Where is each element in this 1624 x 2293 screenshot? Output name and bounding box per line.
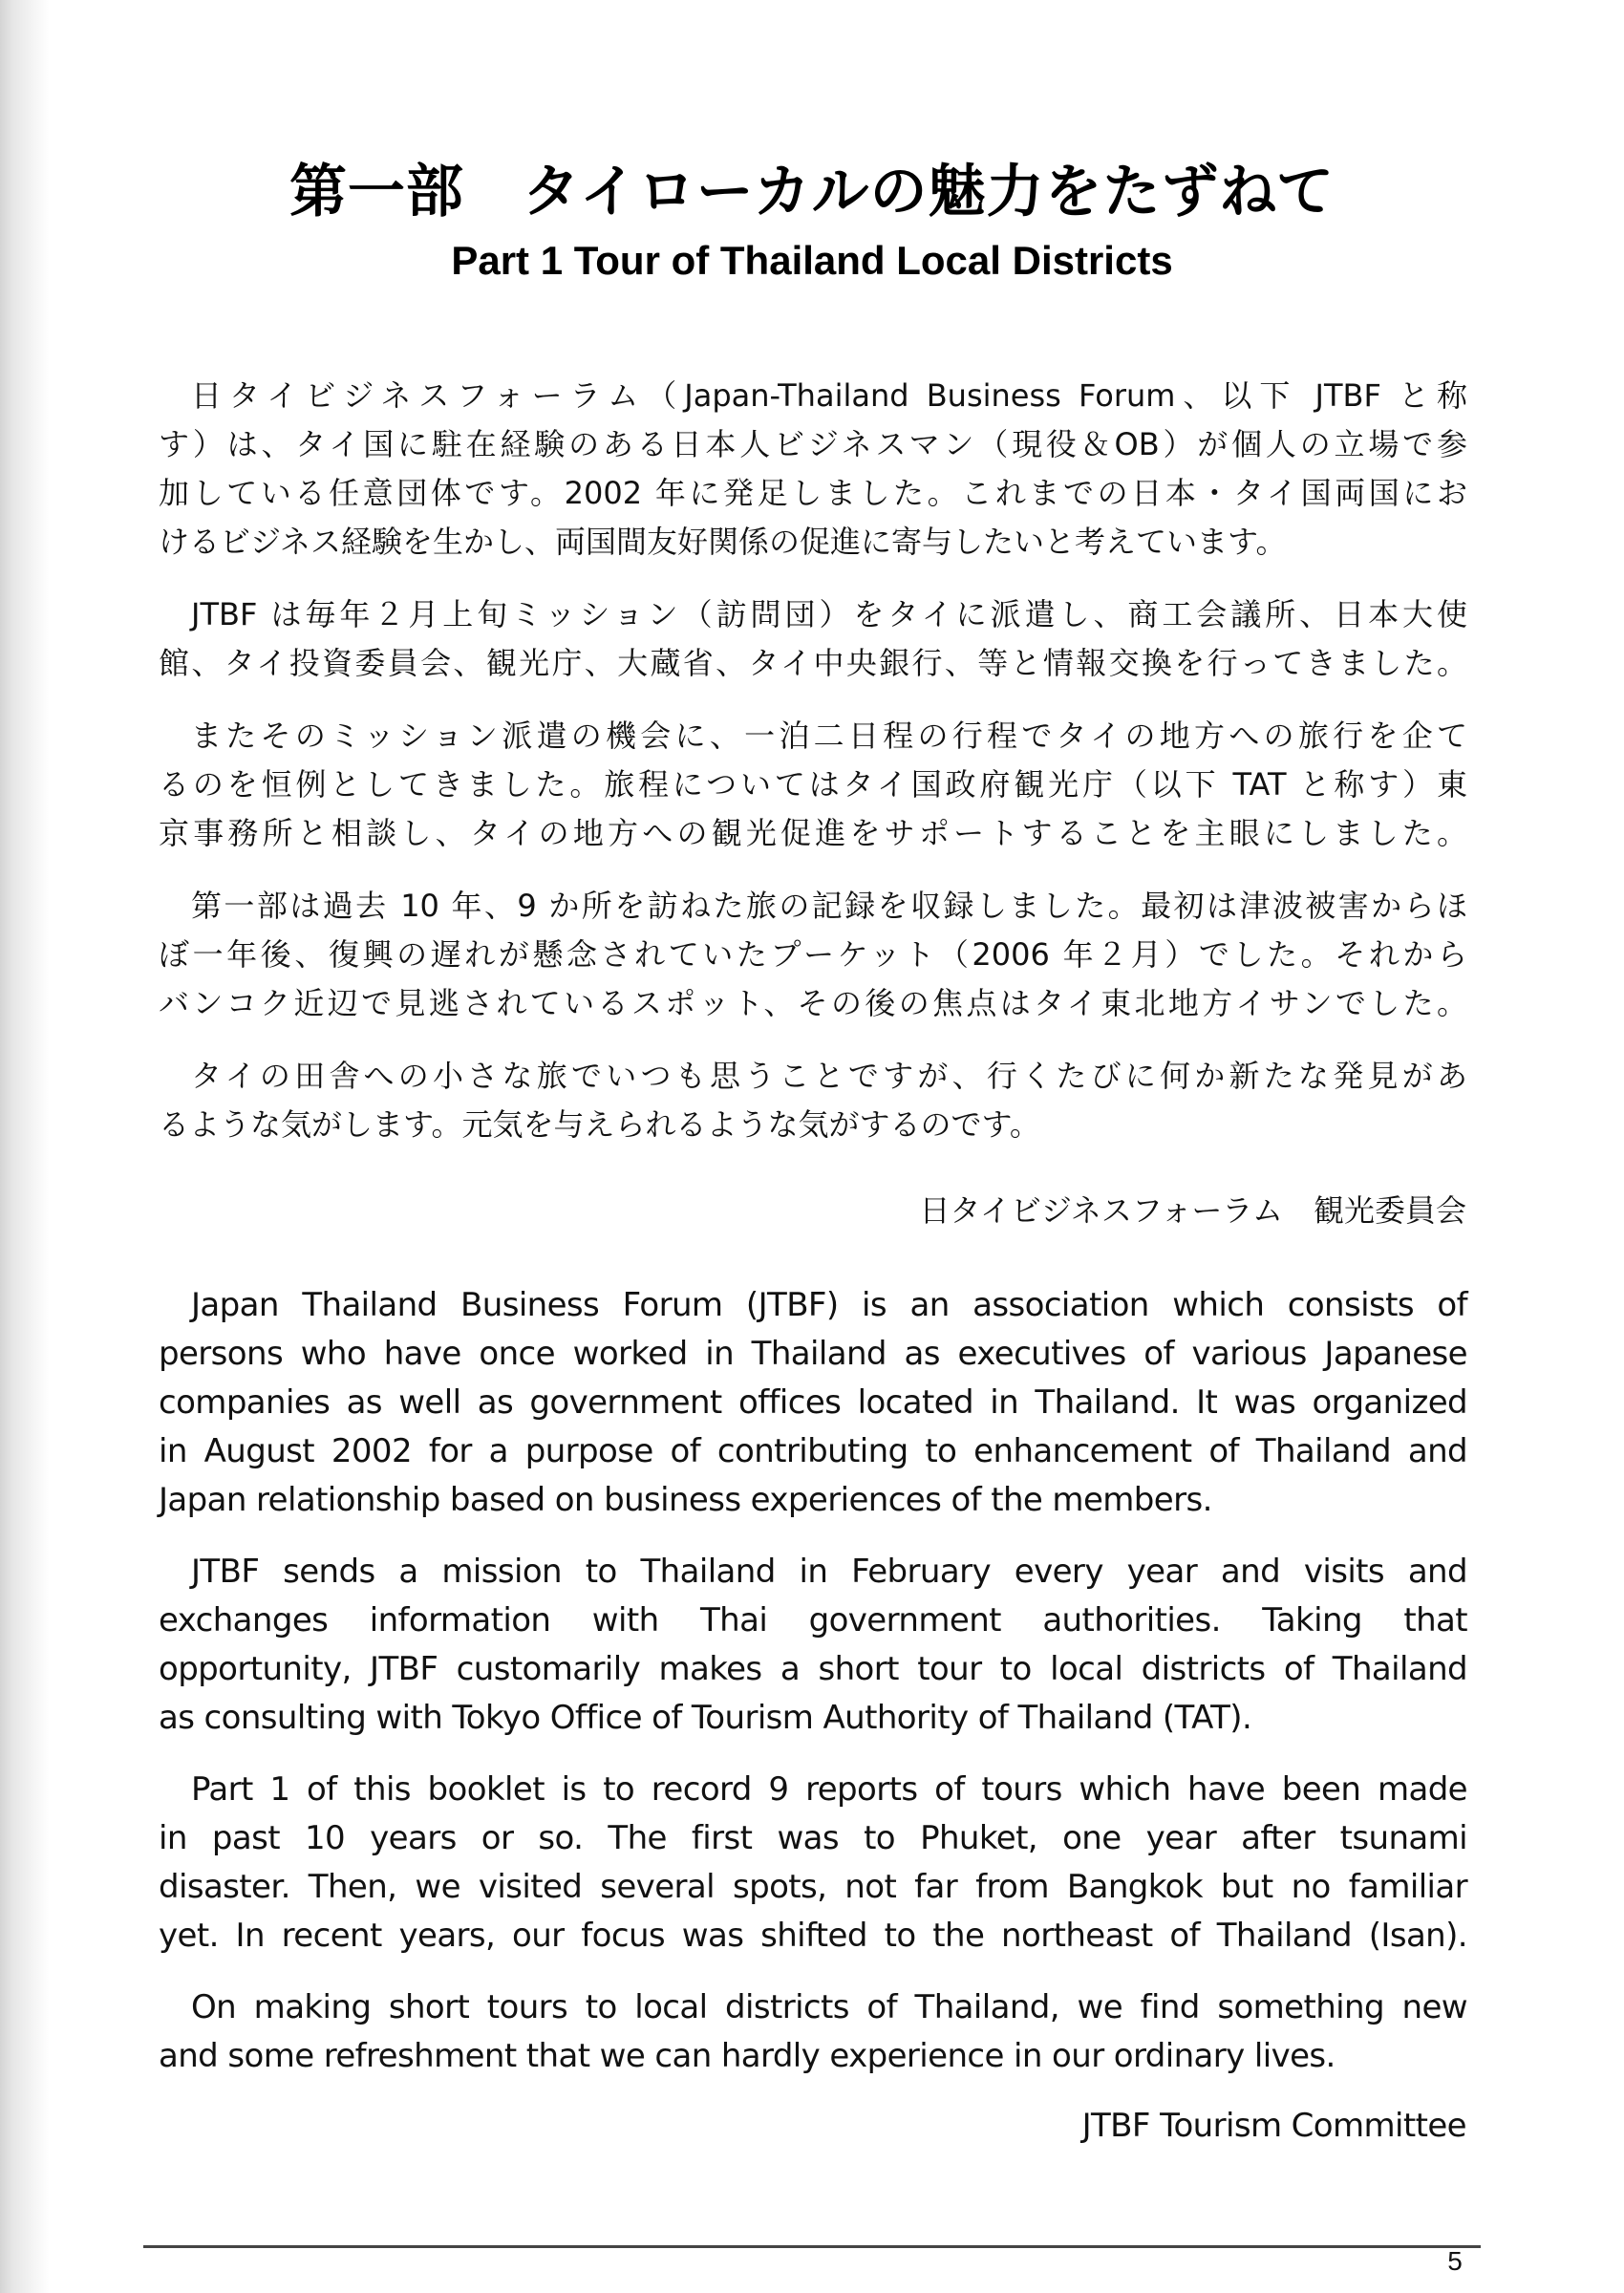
text-line: Japan relationship based on business experiences of the members. [159, 1481, 1212, 1519]
text-line: companies as well as government offices located in Thailand. It was organized [159, 1383, 1467, 1422]
paragraph-en-1 [159, 1281, 1467, 1525]
text-line: 館、タイ投資委員会、観光庁、大蔵省、タイ中央銀行、等と情報交換を行ってきました。 [159, 645, 1467, 681]
text-line: in August 2002 for a purpose of contributing to enhancement of Thailand and [159, 1432, 1467, 1470]
text-line: 第一部は過去 10 年、9 か所を訪ねた旅の記録を収録しました。最初は津波被害からほ [191, 888, 1467, 924]
text-line: タイの田舎への小さな旅でいつも思うことですが、行くたびに何か新たな発見があ [191, 1058, 1467, 1094]
signature-english: JTBF Tourism Committee [1081, 2107, 1466, 2145]
paragraph-en-3 [159, 1766, 1467, 1961]
text-line: バンコク近辺で見逃されているスポット、その後の焦点はタイ東北地方イサンでした。 [159, 985, 1467, 1021]
text-line: JTBF sends a mission to Thailand in February every year and visits and [191, 1553, 1467, 1591]
text-line: ぼ一年後、復興の遅れが懸念されていたプーケット（2006 年２月）でした。それから [159, 936, 1467, 973]
text-line: Japan Thailand Business Forum (JTBF) is an association which consists of [191, 1286, 1467, 1324]
paragraph-en-4 [159, 1983, 1467, 2081]
text-line: けるビジネス経験を生かし、両国間友好関係の促進に寄与したいと考えています。 [159, 524, 1287, 560]
text-line: す）は、タイ国に駐在経験のある日本人ビジネスマン（現役＆OB）が個人の立場で参 [159, 426, 1467, 462]
text-line: On making short tours to local districts of Thailand, we find something new [191, 1988, 1467, 2026]
text-line: JTBF は毎年２月上旬ミッション（訪問団）をタイに派遣し、商工会議所、日本大使 [191, 596, 1467, 632]
text-line: 日タイビジネスフォーラム（Japan-Thailand Business Forum、以下 JTBF と称 [191, 377, 1467, 414]
paragraph-ja-4 [159, 882, 1467, 1028]
text-line: as consulting with Tokyo Office of Tourism Authority of Thailand (TAT). [159, 1699, 1252, 1737]
text-line: またそのミッション派遣の機会に、一泊二日程の行程でタイの地方への旅行を企て [191, 718, 1467, 754]
text-line: 加している任意団体です。2002 年に発足しました。これまでの日本・タイ国両国にお [159, 475, 1467, 511]
paragraph-ja-3 [159, 712, 1467, 858]
signature-japanese: 日タイビジネスフォーラム 観光委員会 [919, 1192, 1466, 1229]
english-intro [159, 1281, 1467, 2081]
text-line: persons who have once worked in Thailand as executives of various Japanese [159, 1335, 1467, 1373]
page-edge-shadow [0, 0, 50, 2293]
paragraph-en-2 [159, 1548, 1467, 1743]
text-line: Part 1 of this booklet is to record 9 reports of tours which have been made [191, 1770, 1467, 1809]
text-line: and some refreshment that we can hardly experience in our ordinary lives. [159, 2037, 1336, 2075]
text-line: opportunity, JTBF customarily makes a short tour to local districts of Thailand [159, 1650, 1467, 1688]
text-line: in past 10 years or so. The first was to Phuket, one year after tsunami [159, 1819, 1467, 1857]
text-line: 京事務所と相談し、タイの地方への観光促進をサポートすることを主眼にしました。 [159, 815, 1467, 851]
text-line: るような気がします。元気を与えられるような気がするのです。 [159, 1106, 1040, 1143]
page-number: 5 [1447, 2246, 1463, 2276]
page-title-english: Part 1 Tour of Thailand Local Districts [451, 238, 1173, 283]
text-line: yet. In recent years, our focus was shifted to the northeast of Thailand (Isan). [159, 1917, 1467, 1955]
text-line: disaster. Then, we visited several spots, not far from Bangkok but no familiar [159, 1868, 1467, 1906]
paragraph-ja-5 [159, 1052, 1467, 1149]
page-title-japanese: 第一部 タイローカルの魅力をたずねて [288, 159, 1336, 225]
text-line: exchanges information with Thai government authorities. Taking that [159, 1601, 1467, 1639]
japanese-intro [159, 372, 1467, 1149]
footer-rule [143, 2245, 1481, 2248]
paragraph-ja-2 [159, 590, 1467, 688]
paragraph-ja-1 [159, 372, 1467, 567]
text-line: るのを恒例としてきました。旅程についてはタイ国政府観光庁（以下 TAT と称す）東 [159, 766, 1467, 803]
